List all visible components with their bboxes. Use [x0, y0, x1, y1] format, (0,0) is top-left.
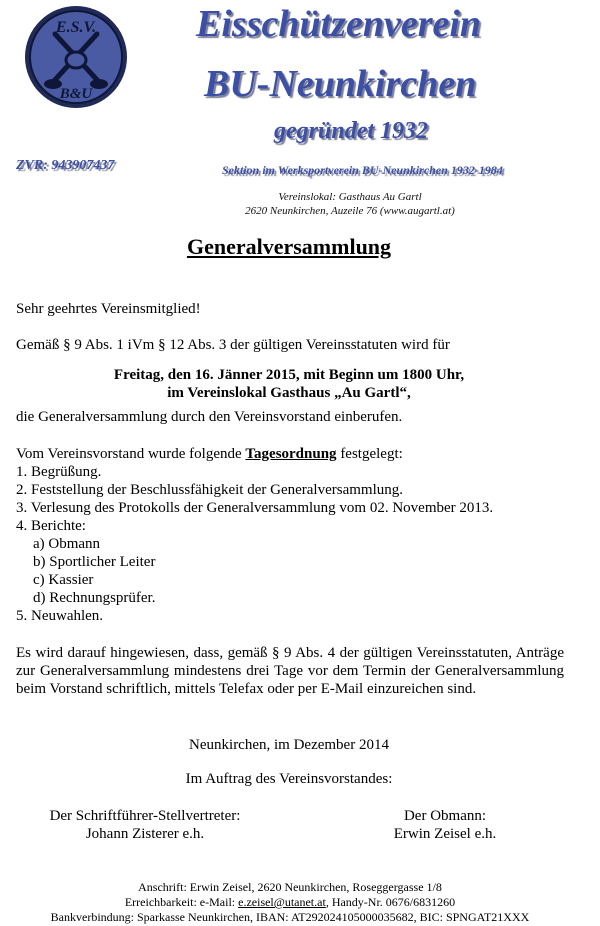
intro-text: Gemäß § 9 Abs. 1 iVm § 12 Abs. 3 der gültigen Vereinsstatuten wird für: [16, 337, 450, 353]
club-name-line1: Eisschützenverein: [196, 3, 482, 45]
agenda-subitem: b) Sportlicher Leiter: [33, 554, 156, 570]
club-name-line2: BU-Neunkirchen: [204, 63, 477, 105]
signature-right: [350, 807, 540, 843]
svg-text:E.S.V.: E.S.V.: [55, 19, 97, 36]
agenda-item: 1. Begrüßung.: [16, 464, 102, 480]
club-logo: [23, 4, 129, 110]
vereinslokal-info: [230, 190, 470, 218]
place-date: Neunkirchen, im Dezember 2014: [189, 737, 389, 753]
agenda-subitem: a) Obmann: [33, 536, 101, 552]
agenda-subitem: c) Kassier: [33, 572, 94, 588]
agenda-intro-after: festgelegt:: [336, 446, 403, 462]
svg-text:B&U: B&U: [59, 86, 93, 102]
signature-left-role: Der Schriftführer-Stellvertreter:: [49, 808, 241, 824]
vereinslokal-line2: 2620 Neunkirchen, Auzeile 76 (www.augartl.at): [245, 205, 455, 217]
zvr-number: ZVR: 943907437: [16, 158, 115, 173]
footer: [0, 880, 580, 925]
signature-left-name: Johann Zisterer e.h.: [85, 826, 205, 842]
club-logo-emblem: [23, 4, 129, 110]
agenda-item: 5. Neuwahlen.: [16, 608, 104, 624]
agenda-subitem: d) Rechnungsprüfer.: [33, 590, 156, 606]
agenda-word: Tagesordnung: [245, 446, 337, 462]
signature-right-name: Erwin Zeisel e.h.: [393, 826, 497, 842]
footer-contact: [0, 895, 580, 910]
vereinslokal-line1: Vereinslokal: Gasthaus Au Gartl: [278, 191, 422, 203]
agenda-intro: [16, 445, 403, 463]
agenda-item: 4. Berichte:: [16, 518, 86, 534]
on-behalf: Im Auftrag des Vereinsvorstandes:: [185, 771, 393, 787]
footer-address: Anschrift: Erwin Zeisel, 2620 Neunkirchen, Roseggergasse 1/8: [138, 880, 442, 894]
agenda-item: 3. Verlesung des Protokolls der Generalversammlung vom 02. November 2013.: [16, 500, 494, 516]
footer-bank: Bankverbindung: Sparkasse Neunkirchen, IBAN: AT292024105000035682, BIC: SPNGAT21XXX: [50, 910, 530, 924]
convened-text: die Generalversammlung durch den Vereinsvorstand einberufen.: [16, 409, 403, 425]
founded-year: gegründet 1932: [274, 118, 429, 144]
footer-contact-after: , Handy-Nr. 0676/6831260: [325, 895, 456, 909]
agenda-intro-before: Vom Vereinsvorstand wurde folgende: [16, 446, 246, 462]
page-title: Generalversammlung: [186, 234, 392, 259]
agenda-list: [16, 463, 493, 625]
salutation: Sehr geehrtes Vereinsmitglied!: [16, 301, 201, 317]
signature-right-role: Der Obmann:: [403, 808, 487, 824]
date-line-1: Freitag, den 16. Jänner 2015, mit Beginn um 1800 Uhr,: [113, 367, 465, 383]
agenda-item: 2. Feststellung der Beschlussfähigkeit der Generalversammlung.: [16, 482, 403, 498]
signature-left: [30, 807, 260, 843]
sektion-line: Sektion im Werksportverein BU-Neunkirchen 1932-1984: [222, 163, 503, 177]
email-link[interactable]: e.zeisel@utanet.at: [238, 895, 326, 909]
notice-paragraph: Es wird darauf hingewiesen, dass, gemäß § 9 Abs. 4 der gültigen Vereinsstatuten, Anträge zur Generalversammlung mindestens drei Tage vor dem Termin der Generalversammlung beim Vorstand schriftlich, mittels Telefax oder per E-Mail einzureichen sind.: [16, 645, 564, 697]
footer-contact-before: Erreichbarkeit: e-Mail:: [124, 895, 239, 909]
date-line-2: im Vereinslokal Gasthaus „Au Gartl“,: [167, 385, 411, 401]
